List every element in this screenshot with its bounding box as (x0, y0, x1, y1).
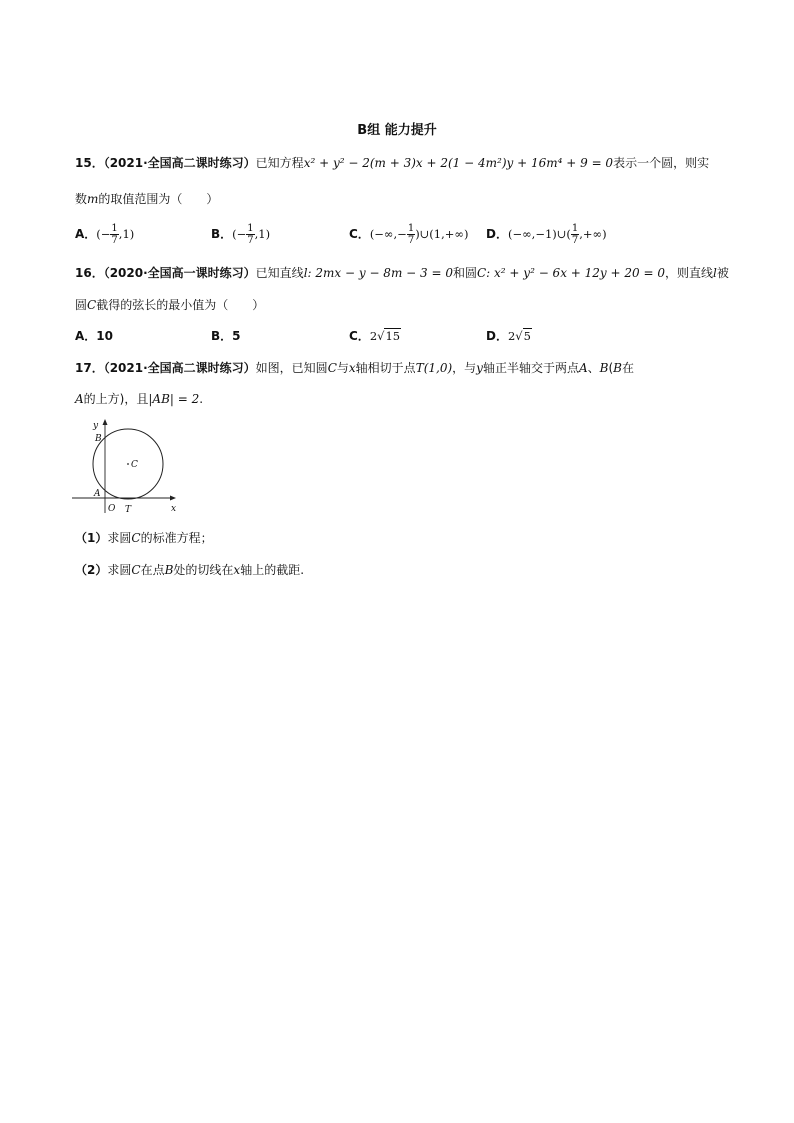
fraction-numerator: 1 (111, 223, 118, 234)
label-x: x (171, 504, 177, 514)
label-t: T (125, 505, 132, 515)
q17-sub2-t2: 在点 (140, 563, 165, 577)
q16-option-c-label: C． (349, 329, 370, 343)
q17-t3: 轴相切于点 (355, 361, 416, 375)
q16-option-a-label: A． (75, 329, 97, 343)
q17-sub1-v1: C (131, 531, 141, 545)
q17-v4: y (476, 361, 483, 375)
q15-line2-text-b: 的取值范围为（ ） (98, 192, 219, 206)
q15-line1 (75, 154, 709, 171)
label-o: O (108, 504, 116, 514)
q16-line1 (75, 264, 729, 281)
q16-mid: 和圆 (452, 266, 477, 280)
q17-t4: ，与 (452, 361, 477, 375)
q15-line2 (75, 190, 218, 207)
q17-sub1-t2: 的标准方程； (140, 531, 213, 545)
q15-suffix: 表示一个圆，则实 (613, 156, 710, 170)
q16-suffix-b: 被 (716, 266, 729, 280)
q17-v2: x (348, 361, 356, 375)
q15-option-c (349, 223, 468, 246)
q16-option-c (349, 327, 401, 344)
q15-var-m: m (87, 192, 99, 206)
q16-var-c: C (87, 298, 97, 312)
q17-t2: 与 (336, 361, 349, 375)
center-point (127, 463, 129, 465)
q16-option-a (75, 327, 113, 344)
q17-t8: 在 (621, 361, 634, 375)
q15-option-d-pre: (−∞,−1)∪( (507, 227, 571, 241)
q17-v3: T(1,0) (415, 361, 453, 375)
q15-option-a-pre: (− (96, 227, 111, 241)
fraction-numerator: 1 (407, 223, 415, 234)
q15-option-a-label: A． (75, 227, 97, 241)
sqrt-coefficient: 2 (369, 329, 378, 343)
q16-circle-equation: C: x² + y² − 6x + 12y + 20 = 0 (476, 266, 665, 280)
q17-sub2-number: （2） (75, 563, 108, 577)
q17-sub1-number: （1） (75, 531, 108, 545)
q16-option-a-value: 10 (96, 329, 113, 343)
q15-option-b-post: ,1) (254, 227, 271, 241)
q16-option-c-sqrt: 2√15 (369, 329, 401, 343)
q15-option-c-label: C． (349, 227, 370, 241)
q15-option-c-pre: (−∞,− (369, 227, 407, 241)
q17-t5: 轴正半轴交于两点 (482, 361, 579, 375)
q16-line-equation: l: 2mx − y − 8m − 3 = 0 (303, 266, 453, 280)
q15-option-d (486, 223, 607, 246)
q16-option-b-label: B． (211, 329, 233, 343)
x-axis-arrow (170, 496, 176, 501)
q17-t1: 如图，已知圆 (255, 361, 328, 375)
q15-option-b-pre: (− (232, 227, 247, 241)
q17-v6: B (599, 361, 609, 375)
q16-var-l: l (712, 266, 717, 280)
label-b: B (95, 434, 102, 444)
label-c: C (131, 460, 138, 470)
fraction-denominator: 7 (407, 235, 415, 246)
fraction-denominator: 7 (111, 235, 118, 246)
q15-option-a (75, 223, 134, 246)
q17-figure (70, 418, 190, 518)
label-y: y (93, 421, 99, 431)
q17-line2 (75, 390, 203, 407)
q15-line2-text-a: 数 (75, 192, 88, 206)
q15-option-a-fraction (110, 223, 118, 246)
fraction-numerator: 1 (247, 223, 254, 234)
q15-number: 15． (75, 156, 104, 170)
q15-option-a-post: ,1) (118, 227, 135, 241)
q16-option-d-sqrt: 2√5 (507, 329, 531, 343)
q17-t6: 、 (587, 361, 600, 375)
q17-v1: C (327, 361, 337, 375)
q16-line2 (75, 296, 264, 313)
fraction-denominator: 7 (247, 235, 254, 246)
q16-option-d-label: D． (486, 329, 508, 343)
q15-option-b-fraction (246, 223, 254, 246)
fraction-numerator: 1 (571, 223, 579, 234)
q16-source: （2020·全国高一课时练习） (103, 266, 256, 280)
q15-option-d-fraction (571, 223, 579, 246)
q17-v5: A (578, 361, 588, 375)
q17-sub2-t4: 轴上的截距. (240, 563, 305, 577)
q16-option-b-value: 5 (232, 329, 241, 343)
q17-sub1-t1: 求圆 (107, 531, 132, 545)
q17-sub2-t1: 求圆 (107, 563, 132, 577)
q15-option-b-label: B． (211, 227, 233, 241)
q17-sub2 (75, 561, 304, 578)
q15-option-c-post: )∪(1,+∞) (415, 227, 469, 241)
q17-v7: B (613, 361, 622, 375)
q15-prefix: 已知方程 (255, 156, 304, 170)
q15-option-b (211, 223, 270, 246)
q17-l2-t1: 的上方)，且 (83, 392, 149, 406)
q15-option-d-label: D． (486, 227, 508, 241)
q17-l2-equation: |AB| = 2 (148, 392, 200, 406)
q15-option-d-post: ,+∞) (579, 227, 607, 241)
q15-option-c-fraction (407, 223, 415, 246)
q16-line2-a: 圆 (75, 298, 88, 312)
sqrt-radicand: 5 (523, 329, 531, 343)
q17-line1 (75, 359, 634, 376)
q16-suffix-a: ，则直线 (664, 266, 713, 280)
fraction-denominator: 7 (571, 235, 579, 246)
q16-number: 16． (75, 266, 104, 280)
q16-prefix: 已知直线 (255, 266, 304, 280)
q16-line2-b: 截得的弦长的最小值为（ ） (96, 298, 265, 312)
q15-source: （2021·全国高二课时练习） (103, 156, 256, 170)
q17-source: （2021·全国高二课时练习） (103, 361, 256, 375)
sqrt-coefficient: 2 (507, 329, 516, 343)
sqrt-radicand: 15 (385, 329, 401, 343)
q16-option-b (211, 327, 241, 344)
q17-l2-t2: . (199, 392, 204, 406)
y-axis-arrow (103, 419, 108, 425)
label-a: A (94, 489, 101, 499)
q17-sub2-v3: x (233, 563, 241, 577)
q15-equation: x² + y² − 2(m + 3)x + 2(1 − 4m²)y + 16m⁴ + 9 = 0 (303, 156, 614, 170)
q17-t7: ( (608, 361, 614, 375)
q17-sub2-t3: 处的切线在 (173, 563, 234, 577)
q17-sub2-v1: C (131, 563, 141, 577)
q17-sub1 (75, 529, 213, 546)
q16-option-d (486, 327, 532, 344)
section-title: B组 能力提升 (357, 123, 437, 138)
q17-sub2-v2: B (164, 563, 174, 577)
q17-l2-v1: A (75, 392, 84, 406)
q17-number: 17． (75, 361, 104, 375)
